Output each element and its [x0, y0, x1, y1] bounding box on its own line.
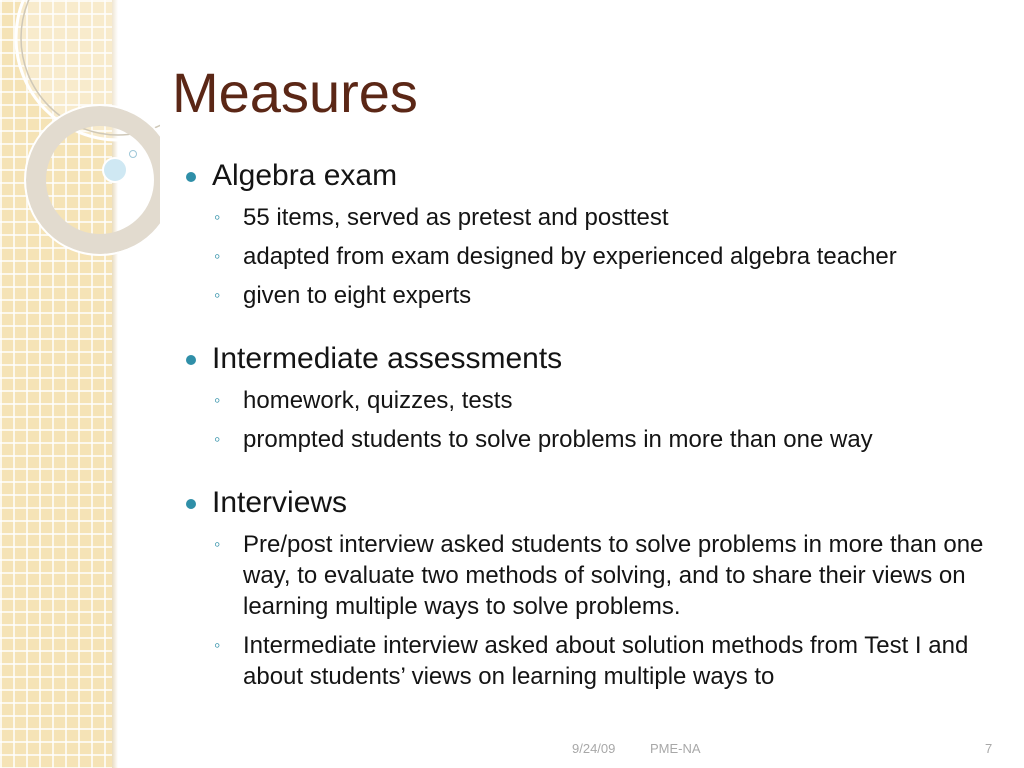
footer-date: 9/24/09	[572, 741, 616, 756]
footer-event: PME-NA	[650, 741, 701, 756]
sub-bullet: ◦ prompted students to solve problems in more than one way	[186, 424, 1008, 455]
sub-bullet: ◦ Intermediate interview asked about solution methods from Test I and about students’ views on learning multiple ways to	[186, 630, 1008, 692]
bullet-algebra-exam: Algebra exam	[186, 158, 1008, 194]
bullet-intermediate-assessments: Intermediate assessments	[186, 341, 1008, 377]
sub-bullet: ◦ given to eight experts	[186, 280, 1008, 311]
blue-dot	[103, 158, 127, 182]
bullet-interviews: Interviews	[186, 485, 1008, 521]
decorative-circles	[0, 0, 160, 260]
sub-bullet: ◦ homework, quizzes, tests	[186, 385, 1008, 416]
sub-bullet: ◦ 55 items, served as pretest and posttest	[186, 202, 1008, 233]
sub-bullet: ◦ adapted from exam designed by experienced algebra teacher	[186, 241, 1008, 272]
sub-bullet: ◦ Pre/post interview asked students to solve problems in more than one way, to evaluate two methods of solving, and to share their views on learning multiple ways to solve problems.	[186, 529, 1008, 622]
small-dot	[130, 151, 137, 158]
slide-title: Measures	[172, 61, 418, 124]
bullet-list	[186, 158, 1008, 692]
footer-page-number: 7	[985, 741, 993, 756]
